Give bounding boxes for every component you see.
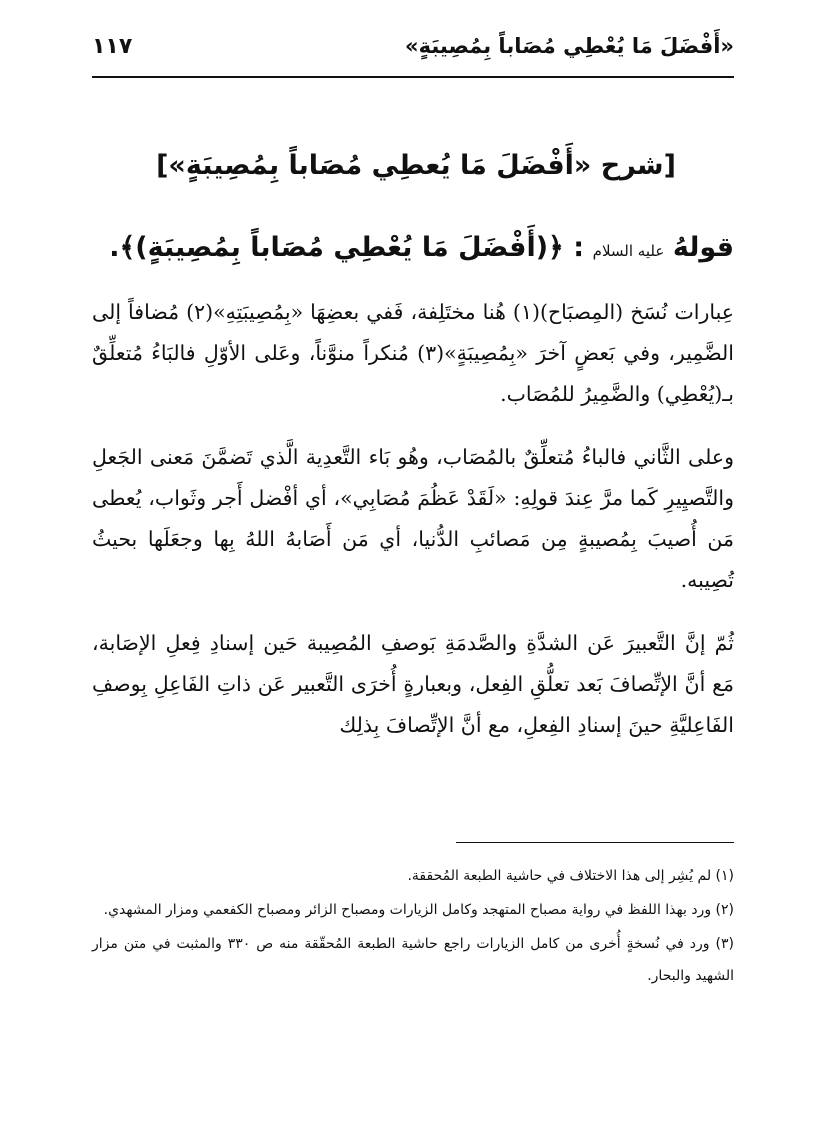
footnotes bbox=[92, 860, 734, 994]
paragraph: وعلى الثَّاني فالباءُ مُتعلِّقٌ بالمُصَاب، وهُو بَاء التَّعدِية الَّذي تَضمَّنَ مَعنى الجَعلِ والتَّصيِيرِ كَما مرَّ عِندَ قولِهِ: «لَقَدْ عَظُمَ مُصَابِي»، أي أفْضل أَجر وثَواب، يُعطى مَن أُصيبَ بِمُصيبةٍ مِن مَصائبِ الدُّنيا، أي مَن أَصَابهُ اللهُ بِها وجعَلَها بحيثُ تُصِيبه. bbox=[92, 445, 734, 592]
paragraph: عِبارات نُسَخ (المِصبَاح)(١) هُنا مختَلِفة، فَفي بعضِهَا «بِمُصِيبَتِهِ»(٢) مُضافاً إلى الضَّمِير، وفي بَعضٍ آخرَ «بِمُصِيبَةٍ»(٣) مُنكراً منوَّناً، وعَلى الأوّلِ فالبَاءُ مُتعلِّقٌ بـ(يُعْطِي) والضَّمِيرُ للمُصَاب. bbox=[92, 300, 735, 406]
footnote: (١) لم يُشِر إلى هذا الاختلاف في حاشية الطبعة المُحققة. bbox=[407, 868, 734, 884]
footnote: (٣) ورد في نُسخةٍ أُخرى من كامل الزيارات راجع حاشية الطبعة المُحقّقة منه ص ٣٣٠ والمثبت في متن مزار الشهيد والبحار. bbox=[92, 936, 734, 984]
footnote-separator bbox=[456, 842, 734, 843]
body-text bbox=[92, 292, 734, 768]
section-title: [شرح «أَفْضَلَ مَا يُعطِي مُصَاباً بِمُصِيبَةٍ»] bbox=[156, 150, 676, 181]
page-header bbox=[92, 30, 734, 70]
honorific-glyph: عليه السلام bbox=[592, 242, 665, 260]
quote-label: قولهُ bbox=[672, 232, 734, 263]
page-number: ١١٧ bbox=[92, 34, 133, 59]
quoted-statement bbox=[92, 232, 734, 263]
running-title: «أَفْضَلَ مَا يُعْطِي مُصَاباً بِمُصِيبَةٍ» bbox=[405, 34, 734, 58]
quote-text: : ﴿(أَفْضَلَ مَا يُعْطِي مُصَاباً بِمُصِيبَةٍ)﴾. bbox=[109, 232, 585, 263]
header-rule bbox=[92, 76, 734, 78]
footnote: (٢) ورد بهذا اللفظ في رواية مصباح المتهجد وكامل الزيارات ومصباح الزائر ومصباح الكفعمي ومزار المشهدي. bbox=[103, 902, 734, 918]
paragraph: ثُمّ إنَّ التَّعبيرَ عَن الشدَّةِ والصَّدمَةِ بَوصفِ المُصِيبة حَين إسنادِ فِعلِ الإصَابة، مَع أنَّ الإتِّصافَ بَعد تعلُّقِ الفِعل، وبعبارةٍ أُخرَى التَّعبير عَن ذاتِ الفَاعِلِ بِوصفِ الفَاعِليَّةِ حينَ إسنادِ الفِعلِ، مع أنَّ الإتِّصافَ بِذلِك bbox=[92, 631, 735, 737]
